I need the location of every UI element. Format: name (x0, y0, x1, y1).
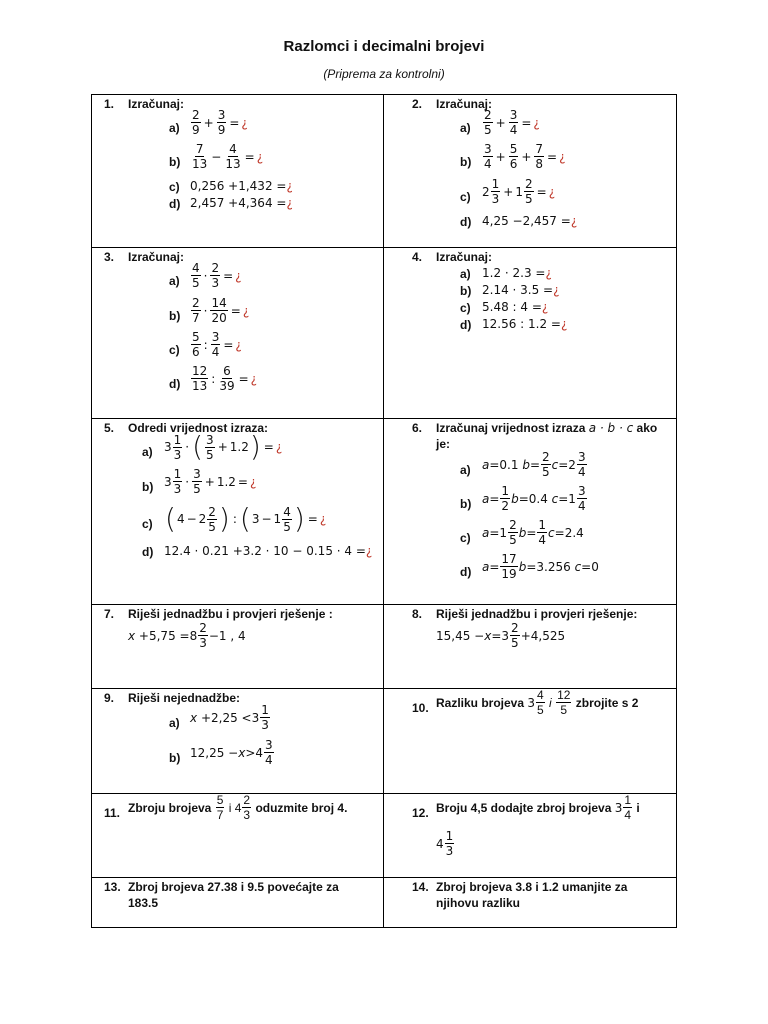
problem-7: 7. Riješi jednadžbu i provjeri rješenje : x +5,75 =8 $\frac{2}{3}$ −1 , 4 (92, 605, 384, 689)
expr-1c: 0,256 +1,432 = ¿ (190, 179, 293, 193)
problem-13: 13. Zbroj brojeva 27.38 i 9.5 povećajte za 183.5 (92, 878, 384, 928)
expr-3a: $\frac{4}{5}$ · $\frac{2}{3}$ = ¿ (192, 261, 242, 290)
expr-2a: $\frac{2}{5}$ + $\frac{3}{4}$ = ¿ (484, 108, 540, 137)
problem-6: 6. Izračunaj vrijednost izraza a · b · c ako je: a) a =0.1 b = $\frac{2}{5}$ c =2 $\frac{3}{4}$ b) a = $\frac{1}{2}$ b =0.4 c =1 $\frac{3}{4}$ c) a =1 $\frac{2}{5}$ b = $\frac{1}{4}$ c =2.4 d) a = $\frac{17}{19}$ b =3.256 c =0 (384, 419, 677, 605)
problem-4: 4. Izračunaj: a) 1.2 · 2.3 = ¿ b) 2.14 · 3.5 = ¿ c) 5.48 : 4 = ¿ d) 12.56 : 1.2 = ¿ (384, 248, 677, 419)
exercise-table (91, 94, 677, 928)
problem-10: 10. Razliku brojeva 3 $\frac{4}{5}$ i $\frac{12}{5}$ zbrojite s 2 (384, 689, 677, 794)
problem-8: 8. Riješi jednadžbu i provjeri rješenje: 15,45 − x =3 $\frac{2}{5}$ +4,525 (384, 605, 677, 689)
problem-6-heading: Izračunaj vrijednost izraza a · b · c ako (436, 421, 658, 435)
expr-1d: 2,457 +4,364 = ¿ (190, 196, 293, 210)
expr-5d: 12.4 · 0.21 +3.2 · 10 − 0.15 · 4 = ¿ (164, 544, 373, 558)
expr-5b: 3 $\frac{1}{3}$ · $\frac{3}{5}$ + 1.2 = ¿ (164, 467, 257, 496)
expr-8: 15,45 − x =3 $\frac{2}{5}$ +4,525 (436, 621, 566, 650)
expr-6a: a =0.1 b = $\frac{2}{5}$ c =2 $\frac{3}{4}$ (482, 450, 586, 479)
document-title: Razlomci i decimalni brojevi (283, 38, 485, 55)
problem-11: 11. Zbroju brojeva $\frac{5}{7}$ i 4 $\frac{2}{3}$ oduzmite broj 4. (92, 794, 384, 878)
expr-7: x +5,75 =8 $\frac{2}{3}$ −1 , 4 (128, 621, 246, 650)
problem-12-text: Broju 4,5 dodajte zbroj brojeva 3 $\frac{1}{4}$ i (436, 793, 640, 822)
expr-5a: 3 $\frac{1}{3}$ · ( $\frac{3}{5}$ + 1.2 ) = ¿ (164, 430, 283, 463)
expr-3c: $\frac{5}{6}$ : $\frac{3}{4}$ = ¿ (192, 330, 242, 359)
problem-12: 12. Broju 4,5 dodajte zbroj brojeva 3 $\frac{1}{4}$ i 4 $\frac{1}{3}$ (384, 794, 677, 878)
expr-6b: a = $\frac{1}{2}$ b =0.4 c =1 $\frac{3}{4}$ (482, 484, 586, 513)
document-subtitle: (Priprema za kontrolni) (323, 67, 445, 81)
problem-2: 2. Izračunaj: a) $\frac{2}{5}$ + $\frac{3}{4}$ = ¿ b) $\frac{3}{4}$ + $\frac{5}{6}$ + $\frac{7}{8}$ = ¿ c) 2 $\frac{1}{3}$ + 1 $\frac{2}{5}$ = ¿ d) 4,25 −2,457 = ¿ (384, 95, 677, 248)
expr-1a: $\frac{2}{9}$ + $\frac{3}{9}$ = ¿ (192, 108, 248, 137)
expr-2b: $\frac{3}{4}$ + $\frac{5}{6}$ + $\frac{7}{8}$ = ¿ (484, 142, 566, 171)
problem-12-second-number: 4 $\frac{1}{3}$ (436, 829, 454, 858)
expr-2c: 2 $\frac{1}{3}$ + 1 $\frac{2}{5}$ = ¿ (482, 177, 556, 206)
problem-14: 14. Zbroj brojeva 3.8 i 1.2 umanjite za njihovu razliku (384, 878, 677, 928)
problem-10-text: Razliku brojeva 3 $\frac{4}{5}$ i $\frac{12}{5}$ zbrojite s 2 (436, 688, 639, 717)
expr-4a: 1.2 · 2.3 = ¿ (482, 266, 552, 280)
expr-4c: 5.48 : 4 = ¿ (482, 300, 549, 314)
expr-5c: ( 4 − 2 $\frac{2}{5}$ ) : ( 3 − 1 $\frac{4}{5}$ ) = ¿ (165, 502, 327, 535)
expr-9a: x +2,25 <3 $\frac{1}{3}$ (190, 703, 269, 732)
problem-9: 9. Riješi nejednadžbe: a) x +2,25 <3 $\frac{1}{3}$ b) 12,25 − x >4 $\frac{3}{4}$ (92, 689, 384, 794)
expr-3b: $\frac{2}{7}$ · $\frac{14}{20}$ = ¿ (192, 296, 250, 325)
expr-6c: a =1 $\frac{2}{5}$ b = $\frac{1}{4}$ c =2.4 (482, 518, 584, 547)
expr-6d: a = $\frac{17}{19}$ b =3.256 c =0 (482, 552, 599, 581)
expr-4b: 2.14 · 3.5 = ¿ (482, 283, 560, 297)
problem-11-text: Zbroju brojeva $\frac{5}{7}$ i 4 $\frac{2}{3}$ oduzmite broj 4. (128, 793, 348, 822)
expr-9b: 12,25 − x >4 $\frac{3}{4}$ (190, 738, 273, 767)
expr-3d: $\frac{12}{13}$ : $\frac{6}{39}$ = ¿ (192, 364, 258, 393)
expr-2d: 4,25 −2,457 = ¿ (482, 214, 578, 228)
problem-3: 3. Izračunaj: a) $\frac{4}{5}$ · $\frac{2}{3}$ = ¿ b) $\frac{2}{7}$ · $\frac{14}{20}$ = ¿ c) $\frac{5}{6}$ : $\frac{3}{4}$ = ¿ d) $\frac{12}{13}$ : $\frac{6}{39}$ = ¿ (92, 248, 384, 419)
problem-1: 1. Izračunaj: a) $\frac{2}{9}$ + $\frac{3}{9}$ = ¿ b) $\frac{7}{13}$ − $\frac{4}{13}$ = ¿ c) 0,256 +1,432 = ¿ d) 2,457 +4,364 = ¿ (92, 95, 384, 248)
expr-4d: 12.56 : 1.2 = ¿ (482, 317, 568, 331)
problem-5: 5. Odredi vrijednost izraza: a) 3 $\frac{1}{3}$ · ( $\frac{3}{5}$ + 1.2 ) = ¿ b) 3 $\frac{1}{3}$ · $\frac{3}{5}$ + 1.2 = ¿ c) ( 4 − 2 $\frac{2}{5}$ ) : ( 3 − 1 $\frac{4}{5}$ ) = ¿ d) 12.4 · 0.21 +3.2 · 10 − 0.15 · 4 = ¿ (92, 419, 384, 605)
expr-1b: $\frac{7}{13}$ − $\frac{4}{13}$ = ¿ (192, 142, 264, 171)
